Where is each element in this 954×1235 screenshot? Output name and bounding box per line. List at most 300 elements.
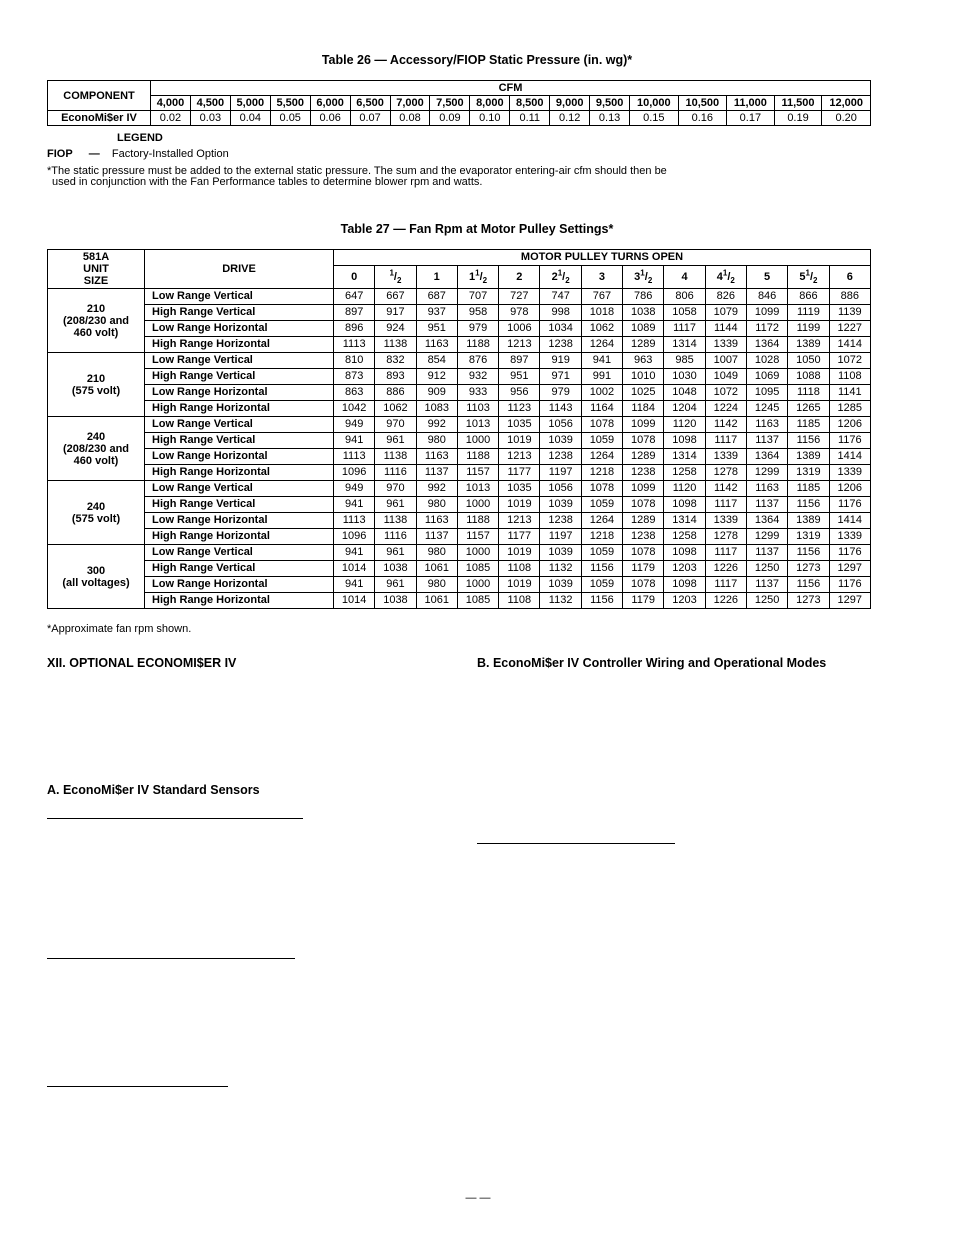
- rpm-cell: 1048: [664, 385, 705, 401]
- rpm-cell: 909: [416, 385, 457, 401]
- rpm-cell: 767: [581, 289, 622, 305]
- unit-size-line: (all voltages): [62, 576, 130, 589]
- turns-header: [334, 266, 375, 289]
- rpm-cell: 1035: [499, 481, 540, 497]
- rpm-cell: 1072: [829, 353, 870, 369]
- static-pressure-note: [47, 166, 747, 188]
- rpm-cell: 1069: [746, 369, 787, 385]
- rpm-cell: 1117: [705, 433, 746, 449]
- rpm-cell: 1039: [540, 577, 581, 593]
- rpm-cell: 1176: [829, 433, 870, 449]
- rpm-cell: 961: [375, 433, 416, 449]
- rpm-cell: 1000: [457, 497, 498, 513]
- rpm-cell: 980: [416, 497, 457, 513]
- rpm-cell: 1072: [705, 385, 746, 401]
- rpm-cell: 961: [375, 577, 416, 593]
- cfm-value-header: 7,500: [430, 96, 470, 111]
- rpm-cell: 1238: [623, 529, 664, 545]
- rpm-cell: 1034: [540, 321, 581, 337]
- rpm-cell: 949: [334, 417, 375, 433]
- rpm-cell: 1389: [788, 337, 829, 353]
- turns-header: [416, 266, 457, 289]
- rpm-cell: 1314: [664, 449, 705, 465]
- rpm-cell: 1364: [746, 449, 787, 465]
- rpm-cell: 1137: [746, 577, 787, 593]
- rpm-cell: 1058: [664, 305, 705, 321]
- rpm-cell: 1297: [829, 593, 870, 609]
- rpm-cell: 1089: [623, 321, 664, 337]
- turns-fraction-denominator: 2: [482, 275, 488, 285]
- table-row: [48, 529, 871, 545]
- unit-size-header-line: SIZE: [83, 275, 109, 287]
- rpm-cell: 1028: [746, 353, 787, 369]
- rpm-cell: 1188: [457, 513, 498, 529]
- rpm-cell: 1156: [788, 577, 829, 593]
- rpm-cell: 992: [416, 417, 457, 433]
- rpm-cell: 1238: [623, 465, 664, 481]
- rpm-cell: 917: [375, 305, 416, 321]
- unit-size-line: 240: [86, 430, 106, 443]
- rpm-cell: 647: [334, 289, 375, 305]
- pressure-cell: 0.06: [310, 111, 350, 126]
- rpm-cell: 1139: [829, 305, 870, 321]
- turns-header: [623, 266, 664, 289]
- section-heading-economizer: XII. OPTIONAL ECONOMI$ER IV: [47, 656, 237, 670]
- rpm-cell: 1364: [746, 337, 787, 353]
- rpm-cell: 1061: [416, 593, 457, 609]
- turns-whole: 1: [468, 270, 476, 283]
- rpm-cell: 1138: [375, 449, 416, 465]
- drive-cell: Low Range Horizontal: [145, 577, 334, 593]
- turns-fraction-numerator: 1: [557, 267, 563, 277]
- rpm-cell: 1339: [829, 529, 870, 545]
- rpm-cell: 1099: [623, 481, 664, 497]
- table-row: [48, 305, 871, 321]
- rpm-cell: 980: [416, 545, 457, 561]
- pressure-cell: 0.19: [774, 111, 822, 126]
- rpm-cell: 1285: [829, 401, 870, 417]
- rpm-cell: 1264: [581, 513, 622, 529]
- rpm-cell: 1117: [705, 577, 746, 593]
- rpm-cell: 1039: [540, 433, 581, 449]
- pressure-cell: 0.10: [470, 111, 510, 126]
- cfm-value-header: 6,500: [350, 96, 390, 111]
- cfm-header: CFM: [151, 81, 871, 96]
- rpm-cell: 806: [664, 289, 705, 305]
- unit-size-line: (208/230 and: [62, 314, 130, 327]
- rpm-cell: 1265: [788, 401, 829, 417]
- pulley-turns-header: MOTOR PULLEY TURNS OPEN: [334, 250, 871, 266]
- rpm-cell: 1095: [746, 385, 787, 401]
- rpm-cell: 1264: [581, 449, 622, 465]
- section-heading-controller-wiring: B. EconoMi$er IV Controller Wiring and Operational Modes: [477, 656, 827, 670]
- table-row: [48, 385, 871, 401]
- legend-abbreviation: FIOP: [47, 148, 73, 160]
- rpm-cell: 747: [540, 289, 581, 305]
- drive-cell: High Range Horizontal: [145, 337, 334, 353]
- rpm-cell: 1059: [581, 497, 622, 513]
- rpm-cell: 1083: [416, 401, 457, 417]
- rpm-cell: 1025: [623, 385, 664, 401]
- rpm-cell: 1035: [499, 417, 540, 433]
- rpm-cell: 1250: [746, 593, 787, 609]
- rpm-cell: 873: [334, 369, 375, 385]
- turns-fraction-slash: /: [809, 270, 813, 283]
- cfm-value-header: 8,500: [510, 96, 550, 111]
- rpm-cell: 1278: [705, 529, 746, 545]
- rpm-cell: 1096: [334, 465, 375, 481]
- legend-heading: LEGEND: [117, 132, 163, 144]
- rpm-cell: 1339: [705, 513, 746, 529]
- rpm-cell: 941: [334, 433, 375, 449]
- drive-cell: Low Range Horizontal: [145, 513, 334, 529]
- turns-whole: 1: [433, 270, 440, 283]
- turns-fraction-denominator: 2: [565, 275, 570, 285]
- unit-size-line: 460 volt): [73, 454, 119, 467]
- rpm-cell: 1213: [499, 449, 540, 465]
- rpm-cell: 1010: [623, 369, 664, 385]
- rpm-cell: 937: [416, 305, 457, 321]
- rpm-cell: 1038: [623, 305, 664, 321]
- rpm-cell: 1157: [457, 465, 498, 481]
- unit-size-line: (208/230 and: [62, 442, 130, 455]
- unit-size-line: (575 volt): [71, 384, 121, 397]
- legend-dash: —: [88, 148, 100, 160]
- unit-size-line: 240: [86, 500, 106, 513]
- rpm-cell: 1119: [788, 305, 829, 321]
- cfm-value-header: 10,000: [630, 96, 679, 111]
- rpm-cell: 1156: [788, 545, 829, 561]
- rpm-cell: 980: [416, 433, 457, 449]
- rpm-cell: 1185: [788, 417, 829, 433]
- table-row: [48, 353, 871, 369]
- pressure-cell: 0.07: [350, 111, 390, 126]
- turns-header: [664, 266, 705, 289]
- turns-whole: 0: [351, 270, 358, 283]
- page-number-marker: — —: [465, 1192, 491, 1204]
- turns-header: [705, 266, 746, 289]
- table-row: [48, 577, 871, 593]
- rpm-cell: 1120: [664, 481, 705, 497]
- rpm-cell: 1117: [664, 321, 705, 337]
- rpm-cell: 1144: [705, 321, 746, 337]
- rpm-cell: 1137: [746, 433, 787, 449]
- rpm-cell: 924: [375, 321, 416, 337]
- drive-cell: High Range Horizontal: [145, 529, 334, 545]
- cfm-value-header: 4,500: [190, 96, 230, 111]
- table-27-title: Table 27 — Fan Rpm at Motor Pulley Settings*: [340, 222, 614, 236]
- turns-fraction-denominator: 2: [730, 275, 735, 285]
- rpm-cell: 979: [540, 385, 581, 401]
- rpm-cell: 998: [540, 305, 581, 321]
- table-row: [48, 465, 871, 481]
- rpm-cell: 1289: [623, 337, 664, 353]
- rpm-cell: 1172: [746, 321, 787, 337]
- unit-size-cell: [48, 481, 145, 545]
- rpm-cell: 1206: [829, 481, 870, 497]
- rpm-cell: 1018: [581, 305, 622, 321]
- table-row: [48, 111, 871, 126]
- rpm-cell: 1314: [664, 337, 705, 353]
- drive-cell: High Range Vertical: [145, 305, 334, 321]
- table-row: [48, 337, 871, 353]
- drive-cell: High Range Vertical: [145, 497, 334, 513]
- drive-cell: High Range Vertical: [145, 369, 334, 385]
- cfm-value-header: 5,000: [230, 96, 270, 111]
- pressure-cell: 0.20: [822, 111, 871, 126]
- rpm-cell: 1108: [499, 593, 540, 609]
- rpm-cell: 1297: [829, 561, 870, 577]
- rpm-cell: 897: [334, 305, 375, 321]
- rpm-cell: 1197: [540, 465, 581, 481]
- rpm-cell: 886: [375, 385, 416, 401]
- unit-size-line: 210: [86, 372, 106, 385]
- rpm-cell: 1132: [540, 561, 581, 577]
- rpm-cell: 1118: [788, 385, 829, 401]
- rpm-cell: 1218: [581, 465, 622, 481]
- drive-cell: Low Range Vertical: [145, 545, 334, 561]
- unit-size-cell: [48, 353, 145, 417]
- turns-whole: 6: [846, 270, 853, 283]
- rpm-cell: 1123: [499, 401, 540, 417]
- rpm-cell: 1339: [705, 449, 746, 465]
- rpm-cell: 1078: [623, 577, 664, 593]
- turns-fraction-slash: /: [393, 270, 397, 283]
- turns-header: [499, 266, 540, 289]
- rpm-cell: 1059: [581, 577, 622, 593]
- static-pressure-table: [47, 80, 871, 126]
- rpm-cell: 846: [746, 289, 787, 305]
- rpm-cell: 1117: [705, 545, 746, 561]
- note-line-2: used in conjunction with the Fan Performance tables to determine blower rpm and watts.: [52, 176, 483, 188]
- rpm-cell: 1019: [499, 545, 540, 561]
- rpm-cell: 1038: [375, 561, 416, 577]
- rpm-cell: 1163: [416, 337, 457, 353]
- turns-whole: 5: [764, 270, 771, 283]
- rpm-cell: 978: [499, 305, 540, 321]
- rpm-cell: 1056: [540, 417, 581, 433]
- rpm-cell: 1163: [746, 481, 787, 497]
- cfm-value-header: 10,500: [678, 96, 727, 111]
- rpm-cell: 1078: [581, 481, 622, 497]
- turns-whole: 3: [598, 270, 605, 283]
- cfm-value-header: 9,000: [550, 96, 590, 111]
- rpm-cell: 1164: [581, 401, 622, 417]
- rpm-cell: 1142: [705, 417, 746, 433]
- turns-header: [457, 266, 498, 289]
- rpm-cell: 826: [705, 289, 746, 305]
- drive-cell: Low Range Horizontal: [145, 385, 334, 401]
- rpm-cell: 956: [499, 385, 540, 401]
- rpm-cell: 949: [334, 481, 375, 497]
- rpm-cell: 1299: [746, 529, 787, 545]
- turns-header: [829, 266, 870, 289]
- rpm-cell: 1218: [581, 529, 622, 545]
- rpm-cell: 1099: [746, 305, 787, 321]
- rpm-cell: 1185: [788, 481, 829, 497]
- table-row: [48, 369, 871, 385]
- rpm-cell: 1319: [788, 465, 829, 481]
- component-name: EconoMi$er IV: [48, 111, 151, 126]
- cfm-value-header: 11,000: [727, 96, 775, 111]
- rpm-cell: 1014: [334, 593, 375, 609]
- pressure-cell: 0.08: [390, 111, 430, 126]
- rpm-cell: 980: [416, 577, 457, 593]
- divider-rule: [47, 1086, 228, 1087]
- rpm-cell: 1258: [664, 465, 705, 481]
- rpm-cell: 1137: [746, 497, 787, 513]
- rpm-cell: 896: [334, 321, 375, 337]
- rpm-cell: 1113: [334, 513, 375, 529]
- turns-fraction-numerator: 1: [389, 267, 394, 277]
- rpm-cell: 1019: [499, 497, 540, 513]
- rpm-cell: 1199: [788, 321, 829, 337]
- table-row: [48, 289, 871, 305]
- turns-whole: 4: [716, 270, 723, 283]
- rpm-cell: 1238: [540, 513, 581, 529]
- turns-header: [581, 266, 622, 289]
- section-heading-standard-sensors: A. EconoMi$er IV Standard Sensors: [47, 783, 260, 797]
- rpm-cell: 951: [416, 321, 457, 337]
- rpm-cell: 1050: [788, 353, 829, 369]
- turns-whole: 4: [681, 270, 688, 283]
- table-row: [48, 417, 871, 433]
- rpm-cell: 1142: [705, 481, 746, 497]
- rpm-cell: 687: [416, 289, 457, 305]
- rpm-cell: 1042: [334, 401, 375, 417]
- rpm-cell: 1206: [829, 417, 870, 433]
- rpm-cell: 1156: [581, 593, 622, 609]
- rpm-cell: 1062: [581, 321, 622, 337]
- rpm-cell: 1203: [664, 561, 705, 577]
- rpm-cell: 1137: [416, 529, 457, 545]
- rpm-cell: 1059: [581, 433, 622, 449]
- drive-header: DRIVE: [145, 250, 334, 289]
- table-row: [48, 433, 871, 449]
- rpm-cell: 1138: [375, 513, 416, 529]
- rpm-cell: 786: [623, 289, 664, 305]
- rpm-cell: 1108: [829, 369, 870, 385]
- rpm-cell: 1078: [623, 433, 664, 449]
- rpm-cell: 1000: [457, 545, 498, 561]
- rpm-cell: 1113: [334, 337, 375, 353]
- turns-fraction-numerator: 1: [475, 267, 480, 277]
- pressure-cell: 0.03: [190, 111, 230, 126]
- rpm-cell: 1059: [581, 545, 622, 561]
- rpm-cell: 1197: [540, 529, 581, 545]
- rpm-cell: 866: [788, 289, 829, 305]
- rpm-cell: 1258: [664, 529, 705, 545]
- rpm-cell: 970: [375, 481, 416, 497]
- rpm-cell: 1177: [499, 465, 540, 481]
- divider-rule: [477, 843, 675, 844]
- rpm-cell: 1163: [416, 449, 457, 465]
- rpm-cell: 1156: [788, 497, 829, 513]
- turns-fraction-numerator: 1: [722, 267, 728, 277]
- rpm-cell: 941: [334, 577, 375, 593]
- rpm-cell: 1117: [705, 497, 746, 513]
- rpm-cell: 1319: [788, 529, 829, 545]
- turns-header: [540, 266, 581, 289]
- rpm-cell: 951: [499, 369, 540, 385]
- rpm-cell: 1273: [788, 593, 829, 609]
- rpm-cell: 933: [457, 385, 498, 401]
- rpm-cell: 979: [457, 321, 498, 337]
- rpm-cell: 1188: [457, 337, 498, 353]
- rpm-cell: 1273: [788, 561, 829, 577]
- table-row: [48, 545, 871, 561]
- rpm-cell: 1039: [540, 497, 581, 513]
- turns-header: [375, 266, 416, 289]
- turns-header: [746, 266, 787, 289]
- rpm-cell: 854: [416, 353, 457, 369]
- rpm-cell: 876: [457, 353, 498, 369]
- rpm-cell: 941: [581, 353, 622, 369]
- cfm-value-header: 9,500: [590, 96, 630, 111]
- cfm-value-header: 11,500: [774, 96, 822, 111]
- rpm-cell: 1137: [416, 465, 457, 481]
- rpm-cell: 1138: [375, 337, 416, 353]
- rpm-cell: 1226: [705, 561, 746, 577]
- rpm-cell: 971: [540, 369, 581, 385]
- turns-fraction-slash: /: [562, 270, 566, 283]
- component-header: COMPONENT: [48, 81, 151, 111]
- rpm-cell: 832: [375, 353, 416, 369]
- rpm-cell: 1224: [705, 401, 746, 417]
- rpm-cell: 1141: [829, 385, 870, 401]
- drive-cell: High Range Horizontal: [145, 593, 334, 609]
- rpm-cell: 1339: [829, 465, 870, 481]
- rpm-cell: 1088: [788, 369, 829, 385]
- table-row: [48, 449, 871, 465]
- rpm-cell: 1299: [746, 465, 787, 481]
- table-row: [48, 321, 871, 337]
- drive-cell: High Range Vertical: [145, 561, 334, 577]
- turns-fraction-slash: /: [479, 270, 483, 283]
- turns-fraction-numerator: 1: [640, 267, 645, 277]
- pressure-cell: 0.12: [550, 111, 590, 126]
- turns-whole: 2: [516, 270, 523, 283]
- rpm-cell: 1226: [705, 593, 746, 609]
- turns-fraction-slash: /: [644, 270, 648, 283]
- rpm-cell: 991: [581, 369, 622, 385]
- pressure-cell: 0.17: [727, 111, 775, 126]
- rpm-cell: 1176: [829, 545, 870, 561]
- pressure-cell: 0.04: [230, 111, 270, 126]
- rpm-cell: 1049: [705, 369, 746, 385]
- rpm-cell: 941: [334, 497, 375, 513]
- rpm-cell: 1116: [375, 465, 416, 481]
- rpm-cell: 1389: [788, 449, 829, 465]
- cfm-value-header: 6,000: [310, 96, 350, 111]
- rpm-cell: 1176: [829, 497, 870, 513]
- rpm-cell: 1179: [623, 561, 664, 577]
- rpm-cell: 1414: [829, 513, 870, 529]
- unit-size-line: 460 volt): [73, 326, 119, 339]
- unit-size-cell: [48, 417, 145, 481]
- turns-fraction-denominator: 2: [647, 275, 653, 285]
- unit-size-line: 210: [86, 302, 106, 315]
- rpm-cell: 1062: [375, 401, 416, 417]
- unit-size-cell: [48, 289, 145, 353]
- rpm-cell: 1203: [664, 593, 705, 609]
- cfm-value-header: 12,000: [822, 96, 871, 111]
- rpm-cell: 727: [499, 289, 540, 305]
- rpm-cell: 1250: [746, 561, 787, 577]
- rpm-cell: 1098: [664, 577, 705, 593]
- drive-cell: High Range Vertical: [145, 433, 334, 449]
- rpm-cell: 961: [375, 545, 416, 561]
